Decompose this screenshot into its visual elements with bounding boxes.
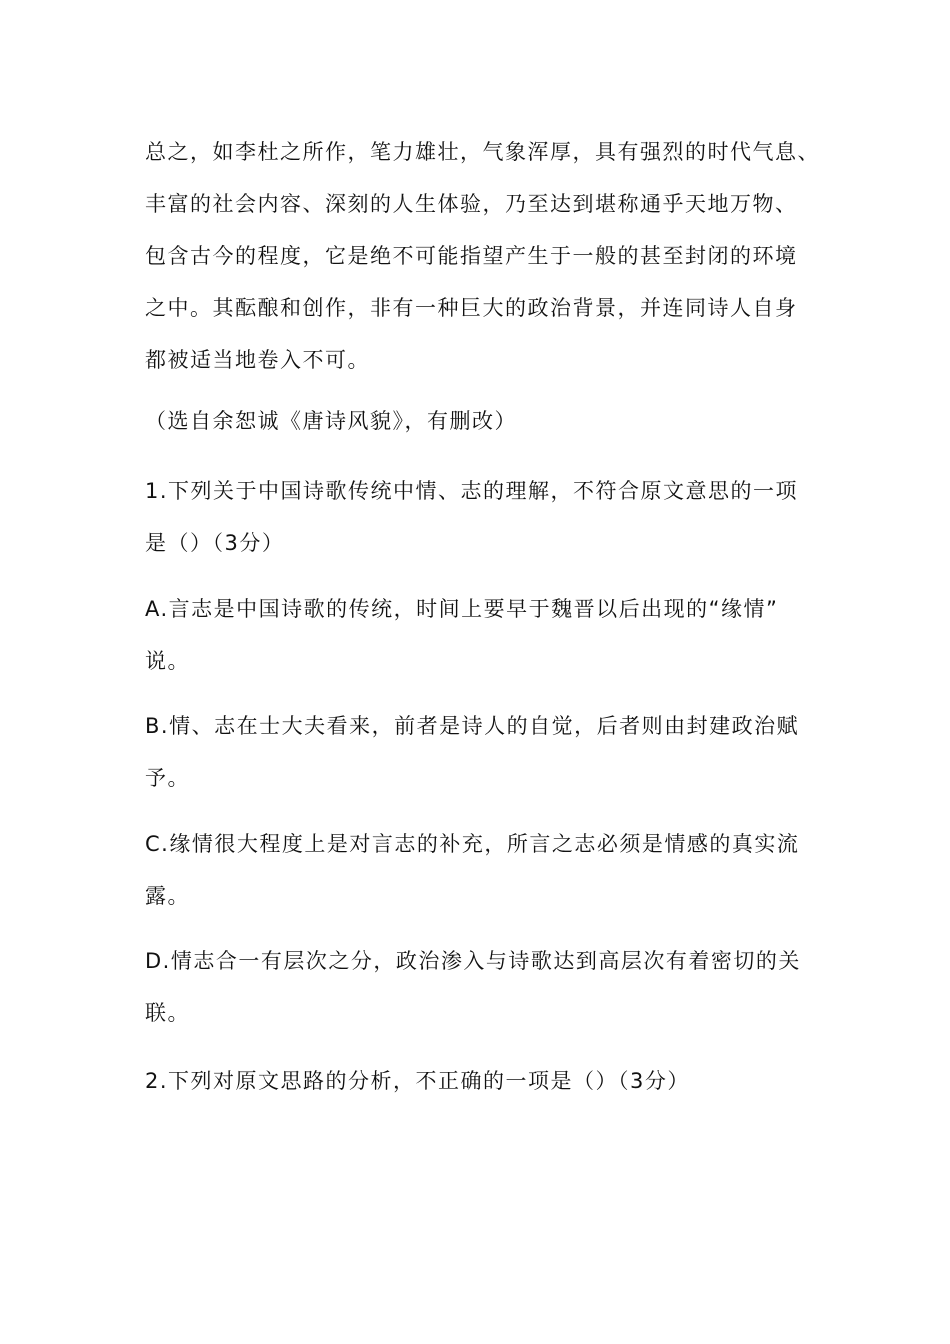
passage-source	[145, 395, 805, 447]
passage-line: 都被适当地卷入不可。	[145, 348, 370, 372]
question-stem-line: 是（）（3分）	[145, 531, 285, 555]
question-1-stem	[145, 465, 805, 569]
option-b	[145, 700, 805, 804]
option-line: C.缘情很大程度上是对言志的补充，所言之志必须是情感的真实流	[145, 832, 800, 856]
question-stem-line: 2.下列对原文思路的分析，不正确的一项是（）（3分）	[145, 1069, 690, 1093]
passage-line: 丰富的社会内容、深刻的人生体验，乃至达到堪称通乎天地万物、	[145, 192, 798, 216]
source-citation: （选自余恕诚《唐诗风貌》，有删改）	[145, 409, 517, 433]
option-line: 说。	[145, 649, 190, 673]
option-line: A.言志是中国诗歌的传统，时间上要早于魏晋以后出现的“缘情”	[145, 597, 779, 621]
option-line: B.情、志在士大夫看来，前者是诗人的自觉，后者则由封建政治赋	[145, 714, 800, 738]
passage-line: 总之，如李杜之所作，笔力雄壮，气象浑厚，具有强烈的时代气息、	[145, 140, 820, 164]
option-line: 联。	[145, 1001, 190, 1025]
passage-line: 包含古今的程度，它是绝不可能指望产生于一般的甚至封闭的环境	[145, 244, 798, 268]
question-stem-line: 1.下列关于中国诗歌传统中情、志的理解，不符合原文意思的一项	[145, 479, 799, 503]
passage-line: 之中。其酝酿和创作，非有一种巨大的政治背景，并连同诗人自身	[145, 296, 798, 320]
option-line: D.情志合一有层次之分，政治渗入与诗歌达到高层次有着密切的关	[145, 949, 801, 973]
question-2-stem	[145, 1055, 805, 1107]
option-line: 露。	[145, 884, 190, 908]
option-d	[145, 935, 805, 1039]
option-line: 予。	[145, 766, 190, 790]
option-c	[145, 818, 805, 922]
passage-paragraph	[145, 126, 820, 386]
option-a	[145, 583, 805, 687]
